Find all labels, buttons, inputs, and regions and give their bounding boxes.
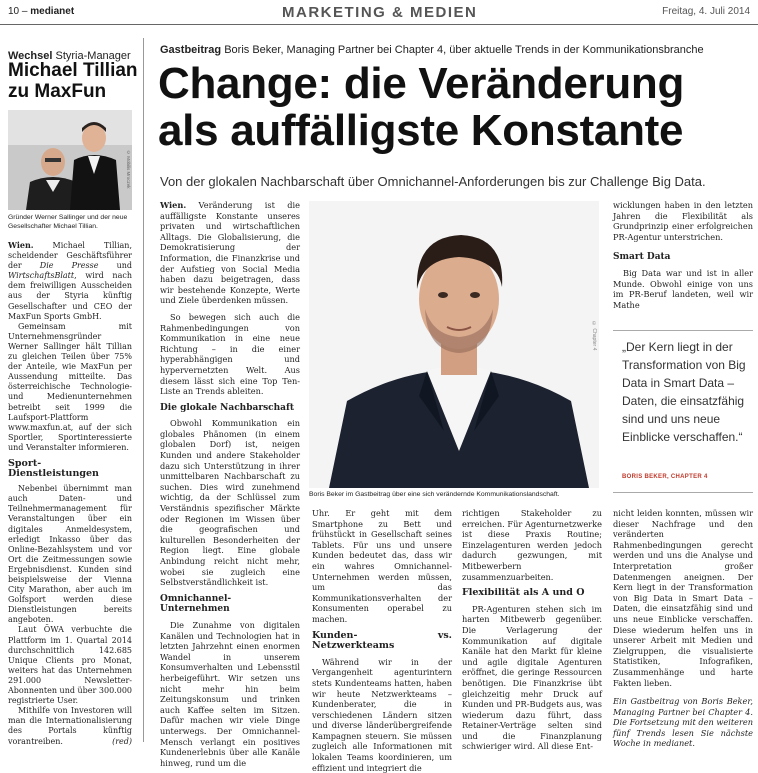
sidebar-subhead: Sport-Dienstleistungen xyxy=(8,457,99,480)
article-headline-line2: als auffälligste Konstante xyxy=(158,106,684,155)
sidebar-signature: (red) xyxy=(112,736,132,746)
col3-para-2: PR-Agenturen stehen sich im harten Mitbewerb gegenüber. Die Verlagerung der Kommunikation auf digitale Kanäle hat den Markt für kleine und agile digitale Agenturen eröffnet, die geringe Ressourcen benötigen. Die Finanzkrise übt gleichzeitig mehr Druck auf Kunden und PR-Budgets aus, was wiederum dazu führt, dass Retainer-Verträge selten sind und die Finanzplanung schwieriger wird. All diese Ent- xyxy=(462,603,602,752)
article-kicker xyxy=(160,44,750,56)
sidebar-photo-illustration xyxy=(8,110,132,210)
sidebar-kicker-bold: Wechsel xyxy=(8,50,53,62)
col4-para-3: nicht leiden konnten, müssen wir dieser Nachfrage und den veränderten Rahmenbedingungen gerecht werden und uns die Analyse und Interpretation großer Datenmengen aneignen. Der Kern liegt in der Transformation von Big Data in Smart Data – Daten, die einsatzfähig sind und uns neue Einblicke verschaffen. Diese wiederum helfen uns in unserer Arbeit mit Medien und Zielgruppen, die visualisierte Statistiken, Infografiken, Zusammenhänge und harte Fakten lieben. xyxy=(613,508,753,688)
col3-subhead: Flexibilität als A und O xyxy=(462,587,585,599)
article-photo-credit: © Chapter 4 xyxy=(591,321,597,351)
col1-para-2: So bewegen sich auch die Rahmenbedingungen von Kommunikation in eine neue Richtung – in die einer hyperabhängigen und hypervernetzten Welt. Aus diesem lässt sich eine Top Ten-Liste an Trends ableiten. xyxy=(160,311,300,397)
sidebar-para-1-em1: Die Presse xyxy=(39,261,99,271)
col1-para-3: Obwohl Kommunikation ein globales Phänomen (in einem globalen Dorf) ist, neigen Kunden und andere Stakeholder dazu sich Unterstützung in ihrer unmittelbaren Nachbarschaft zu suchen. Dies wird zunehmend wichtig, da der Schlüssel zum Verständnis spezifischer Märkte oder Regionen im Wissen über die geografischen und kulturellen Besonderheiten der Region liegt. Eine globale Anbindung reicht nicht mehr, wobei sie zugleich eine Selbstverständlichkeit ist. xyxy=(160,418,300,588)
article-photo-caption: Boris Beker im Gastbeitrag über eine sich verändernde Kommunikationslandschaft. xyxy=(309,491,560,498)
sidebar-para-1-pre: Michael Tillian, scheidender Geschäftsführer der xyxy=(8,241,132,271)
sidebar-photo-credit: © Mobilis Mroczek xyxy=(126,150,131,189)
col2-para-1: Uhr. Er geht mit dem Smartphone zu Bett und frühstückt in Gesellschaft seines Tablets. Für uns und unsere Kunden bedeutet das, dass wir ein wahres Omnichannel-Unternehmen werden müssen, um das Kommunikationsverhalten der Konsumenten operabel zu machen. xyxy=(312,508,452,624)
article-headline-line1: Change: die Veränderung xyxy=(158,59,685,108)
sidebar-para-1-lead: Wien. xyxy=(8,240,34,250)
folio-separator: – xyxy=(21,6,28,17)
col3-para-1: richtigen Stakeholder zu erreichen. Für Agenturnetzwerke ist diese Praxis Routine; Einzelagenturen werden jedoch dadurch gezwungen, mit Mitbewerbern zusammenzuarbeiten. xyxy=(462,508,602,582)
col4-para-2: Big Data war und ist in aller Munde. Obwohl einige von uns im PR-Beruf landeten, weil wir Mathe xyxy=(613,267,753,310)
article-column-4b xyxy=(613,508,753,749)
sidebar-para-5 xyxy=(8,706,132,746)
sidebar-para-3: Nebenbei übernimmt man auch Daten- und Teilnehmermanagement für Veranstaltungen über ein digitales Anmeldesystem, erledigt Inkasso über das Online-Bezahlsystem und vor Ort die Zeitmessungen sowie Ergebnisdienst. Kunden sind beispielsweise der Vienna City Marathon, aber auch im Golfsport werden diese Dienstleistungen bereits angeboten. xyxy=(8,484,132,625)
page-number: 10 xyxy=(8,6,20,17)
page-header xyxy=(0,0,758,26)
page-folio xyxy=(8,6,74,17)
col4-subhead: Smart Data xyxy=(613,252,671,263)
sidebar-divider xyxy=(143,38,144,742)
article-column-2 xyxy=(312,508,452,773)
col4-para-1: wicklungen haben in den letzten Jahren die Flexibilität als Grundprinzip einer erfolgreichen PR-Agentur unterstrichen. xyxy=(613,200,753,242)
sidebar-para-4: Laut ÖWA verbuchte die Plattform im 1. Quartal 2014 durchschnittlich 142.685 Unique Clients pro Monat, weiters hat das Unternehmen 291.000 Newsletter-Abonnenten und über 300.000 registrierte User. xyxy=(8,625,132,706)
sidebar-photo-caption: Gründer Werner Sallinger und der neue Gesellschafter Michael Tillian. xyxy=(8,214,128,230)
sidebar-para-1-em2: WirtschaftsBlatt xyxy=(8,271,75,281)
sidebar-para-1-mid: und xyxy=(98,261,133,271)
col1-para-1-text: Veränderung ist die auffälligste Konstante unseres privaten und wirtschaftlichen Alltags. Die Globalisierung, die Demokratisierung der Information, die Finanzkrise und der Aufstieg von Social Media haben dazu beigetragen, dass wir bestehende Konzepte, Werte und Ziele überdenken müssen. xyxy=(160,200,300,306)
sidebar-headline xyxy=(8,60,138,102)
sidebar-para-5-text: Mithilfe von Investoren will man die Internationalisierung des Portals künftig vorantreiben. xyxy=(8,706,132,746)
article-subtitle: Von der glokalen Nachbarschaft über Omnichannel-Anforderungen bis zur Challenge Big Data. xyxy=(160,174,706,189)
sidebar-body xyxy=(8,240,132,747)
pull-quote-attribution: BORIS BEKER, CHAPTER 4 xyxy=(622,474,708,480)
article-column-1 xyxy=(160,200,300,768)
publication-name: medianet xyxy=(30,6,75,17)
col1-para-1 xyxy=(160,200,300,306)
article-column-4 xyxy=(613,200,753,310)
sidebar-para-2: Gemeinsam mit Unternehmensgründer Werner Sallinger hält Tillian zu gleichen Teilen über 75% der Anteile, wie MaxFun per Aussendung mitteilte. Das österreichische Technologie- und Medienunternehmen betreibt seit 1999 die Laufsport-Plattform www.maxfun.at, auf der sich Sportler, Sportinteressierte und Veranstalter informieren. xyxy=(8,321,132,452)
pull-quote: „Der Kern liegt in der Transformation von Big Data in Smart Data – Daten, die einsatzfähig sind und uns neue Einblicke verschaffen.“ xyxy=(622,340,746,444)
col1-subhead-2: Omnichannel-Unternehmen xyxy=(160,593,232,615)
col1-para-4: Die Zunahme von digitalen Kanälen und Technologien hat in letzten Jahrzehnt einen enormen Wandel in unserem Konsumverhalten und Lebensstil herbeigeführt. Wir setzen uns nicht mehr hin beim Zeitungskonsum und trinken auch Kaffee selten im Sitzen. Dafür machen wir viele Dinge unterwegs. Der Omnichannel-Mensch verlangt ein positives Kundenerlebnis über alle Kanäle hinweg, rund um die xyxy=(160,619,300,768)
col4-footnote: Ein Gastbeitrag von Boris Beker, Managing Partner bei Chapter 4. Die Fortsetzung mit den weiteren fünf Trends lesen Sie nächste Woche in medianet. xyxy=(613,696,753,749)
article-photo xyxy=(309,201,599,488)
header-rule xyxy=(0,24,758,25)
col2-para-2: Während wir in der Vergangenheit agenturintern stets Kundenteams hatten, haben wir heute Netzwerkteams – Kundenberater, die in verschiedenen Ländern sitzen und diverse länderübergreifende Kampagnen steuern. Sie müssen zugleich alle Informationen mit lokalen Teams koordinieren, um effizient und integriert die xyxy=(312,656,452,773)
col1-subhead-1: Die glokale Nachbarschaft xyxy=(160,402,295,413)
article-kicker-rest: Boris Beker, Managing Partner bei Chapter 4, über aktuelle Trends in der Kommunikationsbranche xyxy=(221,44,704,56)
article-column-3 xyxy=(462,508,602,752)
article-kicker-bold: Gastbeitrag xyxy=(160,44,222,56)
quote-rule-bottom xyxy=(613,492,753,493)
quote-rule-top xyxy=(613,330,753,331)
sidebar-para-1-post: , wird nach dem freiwilligen Ausscheiden aus der Styria künftig Gesellschafter und CEO der MaxFun Sports GmbH. xyxy=(8,271,132,321)
col2-subhead: Kunden- vs. Netzwerkteams xyxy=(312,629,452,652)
sidebar-kicker-rest: Styria-Manager xyxy=(52,50,131,62)
article-headline xyxy=(158,60,753,154)
issue-date: Freitag, 4. Juli 2014 xyxy=(662,6,750,17)
col1-lead: Wien. xyxy=(160,200,187,210)
sidebar-photo xyxy=(8,110,132,210)
article-photo-illustration xyxy=(309,201,599,488)
sidebar-para-1 xyxy=(8,240,132,322)
sidebar-headline-line1: Michael Tillian xyxy=(8,60,138,81)
sidebar-headline-line2: zu MaxFun xyxy=(8,81,107,102)
section-title: MARKETING & MEDIEN xyxy=(282,4,478,21)
